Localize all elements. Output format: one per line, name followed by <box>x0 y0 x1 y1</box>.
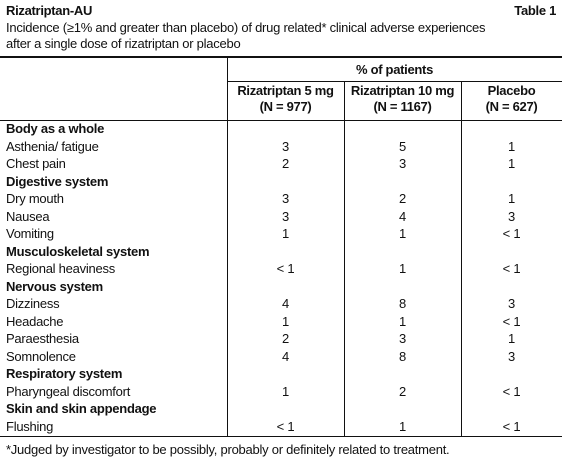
title-row <box>6 3 556 19</box>
column-n: (N = 1167) <box>373 99 432 114</box>
value-cell: 5 <box>399 138 406 154</box>
value-cell: 4 <box>282 348 289 364</box>
value-cell: 3 <box>282 138 289 154</box>
value-cell: < 1 <box>276 418 295 434</box>
row-group-label: Musculoskeletal system <box>6 243 150 259</box>
span-header-rule <box>227 81 562 82</box>
value-cell: 1 <box>399 418 406 434</box>
caption-line-1: Incidence (≥1% and greater than placebo) of drug related* clinical adverse experiences <box>6 20 486 35</box>
value-cell: 2 <box>399 191 406 206</box>
value-cell: 3 <box>508 348 515 364</box>
row-label: Flushing <box>6 418 54 434</box>
table-label: Table 1 <box>514 3 556 18</box>
column-n: (N = 977) <box>259 99 312 114</box>
footnote: *Judged by investigator to be possibly, probably or definitely related to treatment. <box>6 442 450 457</box>
column-header-rizatriptan-5mg <box>227 83 344 115</box>
column-header-placebo <box>461 83 562 115</box>
column-name: Rizatriptan 5 mg <box>237 83 334 98</box>
column-name: Rizatriptan 10 mg <box>350 83 455 98</box>
row-label: Dry mouth <box>6 191 64 206</box>
row-label: Asthenia/ fatigue <box>6 138 99 154</box>
row-group-label: Nervous system <box>6 278 103 294</box>
value-cell: 3 <box>399 156 406 171</box>
column-name: Placebo <box>487 83 536 98</box>
value-cell: < 1 <box>502 313 521 329</box>
value-cell: 2 <box>282 331 289 346</box>
value-cell: < 1 <box>502 261 521 276</box>
row-group-label: Respiratory system <box>6 366 123 381</box>
value-cell: 1 <box>508 191 515 206</box>
value-cell: 8 <box>399 296 406 311</box>
row-label: Paraesthesia <box>6 331 79 346</box>
value-cell: 3 <box>508 208 515 224</box>
value-cell: 3 <box>508 296 515 311</box>
value-cell: < 1 <box>502 383 521 399</box>
row-label: Chest pain <box>6 156 66 171</box>
row-group-label: Skin and skin appendage <box>6 401 157 416</box>
value-cell: 1 <box>508 138 515 154</box>
value-cell: 2 <box>282 156 289 171</box>
row-group-label: Body as a whole <box>6 121 105 136</box>
value-cell: < 1 <box>276 261 295 276</box>
row-label: Vomiting <box>6 226 54 241</box>
value-cell: 3 <box>282 191 289 206</box>
value-cell: 4 <box>399 208 406 224</box>
bottom-rule <box>0 436 562 437</box>
value-cell: 1 <box>399 261 406 276</box>
value-cell: < 1 <box>502 226 521 241</box>
value-cell: 4 <box>282 296 289 311</box>
value-cell: 8 <box>399 348 406 364</box>
value-cell: 1 <box>399 226 406 241</box>
row-label: Somnolence <box>6 348 76 364</box>
column-divider <box>227 58 228 436</box>
span-header: % of patients <box>356 62 433 77</box>
column-header-rizatriptan-10mg <box>344 83 461 115</box>
row-group-label: Digestive system <box>6 173 109 189</box>
value-cell: 1 <box>508 156 515 171</box>
value-cell: 1 <box>282 226 289 241</box>
table-caption <box>6 20 560 52</box>
row-label: Regional heaviness <box>6 261 115 276</box>
value-cell: 2 <box>399 383 406 399</box>
value-cell: 1 <box>508 331 515 346</box>
value-cell: < 1 <box>502 418 521 434</box>
row-label: Pharyngeal discomfort <box>6 383 131 399</box>
row-label: Nausea <box>6 208 50 224</box>
row-label: Headache <box>6 313 64 329</box>
column-n: (N = 627) <box>485 99 538 114</box>
value-cell: 3 <box>399 331 406 346</box>
row-label: Dizziness <box>6 296 60 311</box>
document-title: Rizatriptan-AU <box>6 3 93 18</box>
value-cell: 1 <box>282 313 289 329</box>
value-cell: 1 <box>399 313 406 329</box>
top-rule <box>0 56 562 58</box>
value-cell: 1 <box>282 383 289 399</box>
value-cell: 3 <box>282 208 289 224</box>
caption-line-2: after a single dose of rizatriptan or placebo <box>6 36 241 51</box>
